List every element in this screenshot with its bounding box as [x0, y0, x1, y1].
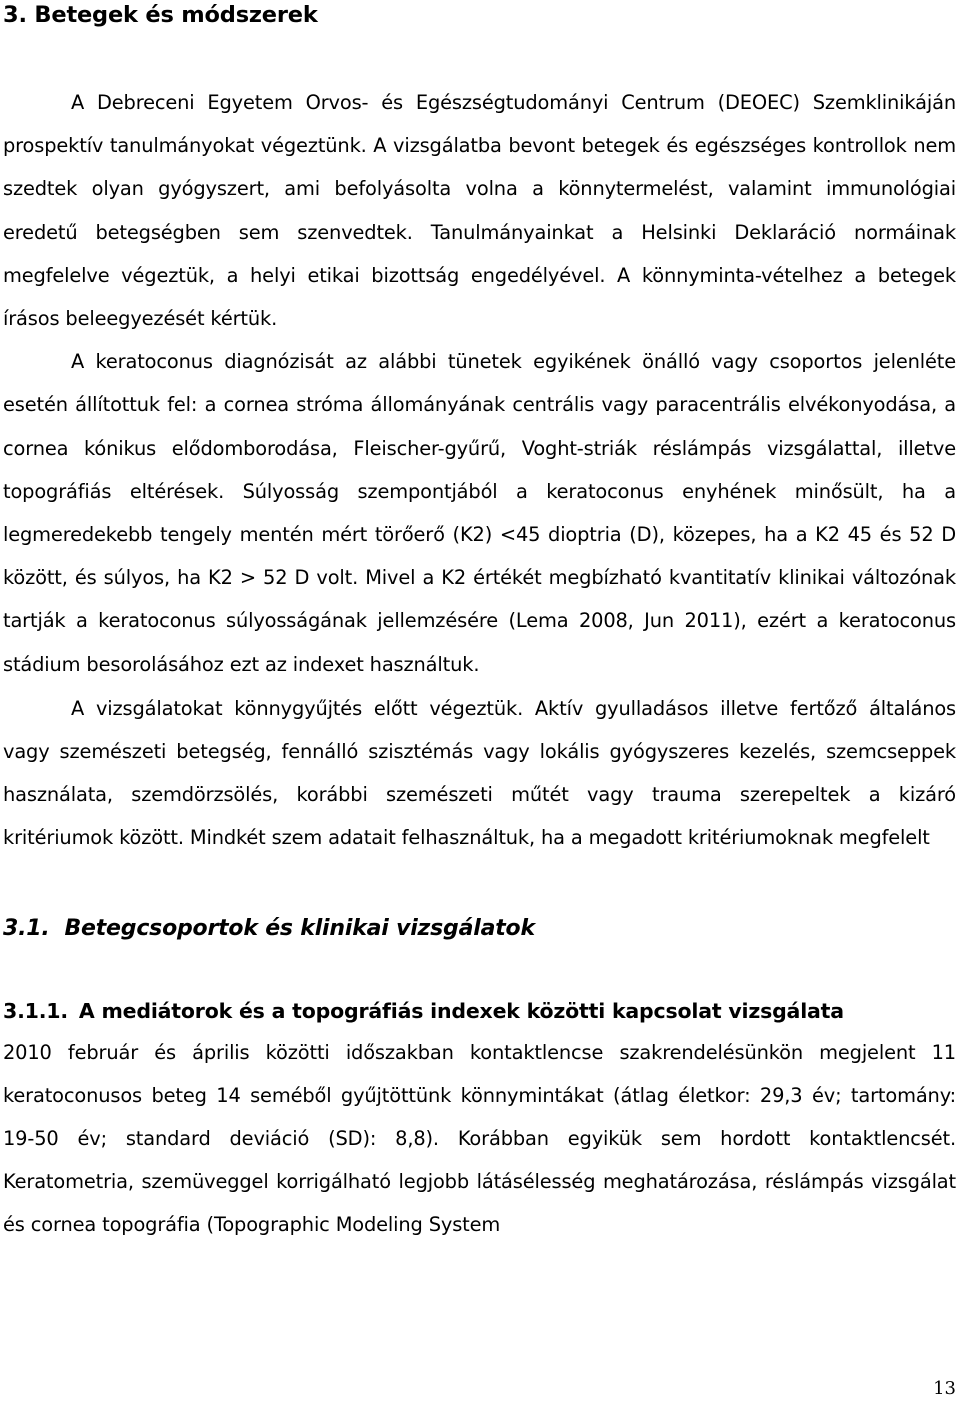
subsection-title: Betegcsoportok és klinikai vizsgálatok — [64, 915, 535, 941]
paragraph-exclusion-criteria: A vizsgálatokat könnygyűjtés előtt végeztük. Aktív gyulladásos illetve fertőző általános vagy szemészeti betegség, fennálló szisztémás vagy lokális gyógyszeres kezelés, szemcseppek használata, szemdörzsölés, korábbi szemészeti műtét vagy trauma szerepeltek a kizáró kritériumok között. Mindkét szem adatait felhasználtuk, ha a megadott kritériumoknak megfelelt — [3, 696, 956, 850]
subsubsection-heading — [3, 991, 956, 1031]
paragraph-patient-group: 2010 február és április közötti időszakban kontaktlencse szakrendelésünkön megjelent 11 keratoconusos beteg 14 seméből gyűjtöttünk könnymintákat (átlag életkor: 29,3 év; tartomány: 19-50 év; standard deviáció (SD): 8,8). Korábban egyikük sem hordott kontaktlencsét. Keratometria, szemüveggel korrigálható legjobb látásélesség meghatározása, réslámpás vizsgálat és cornea topográfia (Topographic Modeling System — [3, 1040, 956, 1237]
page-number: 13 — [933, 1378, 956, 1399]
subsubsection-number: 3.1.1. — [3, 998, 68, 1023]
subsection-number: 3.1. — [3, 915, 50, 941]
paragraph-study-design: A Debreceni Egyetem Orvos- és Egészségtudományi Centrum (DEOEC) Szemklinikáján prospektív tanulmányokat végeztünk. A vizsgálatba bevont betegek és egészséges kontrollok nem szedtek olyan gyógyszert, ami befolyásolta volna a könnytermelést, valamint immunológiai eredetű betegségben sem szenvedtek. Tanulmányainkat a Helsinki Deklaráció normáinak megfelelve végeztük, a helyi etikai bizottság engedélyével. A könnyminta-vételhez a betegek írásos beleegyezését kértük. — [3, 91, 956, 331]
subsection-heading — [3, 909, 956, 949]
subsubsection-title: A mediátorok és a topográfiás indexek közötti kapcsolat vizsgálata — [78, 998, 844, 1023]
section-heading: 3. Betegek és módszerek — [3, 2, 318, 28]
paragraph-diagnosis-criteria: A keratoconus diagnózisát az alábbi tünetek egyikének önálló vagy csoportos jelenléte esetén állítottuk fel: a cornea stróma állományának centrális vagy paracentrális elvékonyodása, a cornea kónikus elődomborodása, Fleischer-gyűrű, Voght-striák réslámpás vizsgálattal, illetve topográfiás eltérések. Súlyosság szempontjából a keratoconus enyhének minősült, ha a legmeredekebb tengely mentén mért törőerő (K2) <45 dioptria (D), közepes, ha a K2 45 és 52 D között, és súlyos, ha K2 > 52 D volt. Mivel a K2 értékét megbízható kvantitatív klinikai változónak tartják a keratoconus súlyosságának jellemzésére (Lema 2008, Jun 2011), ezért a keratoconus stádium besorolásához ezt az indexet használtuk. — [3, 350, 956, 676]
